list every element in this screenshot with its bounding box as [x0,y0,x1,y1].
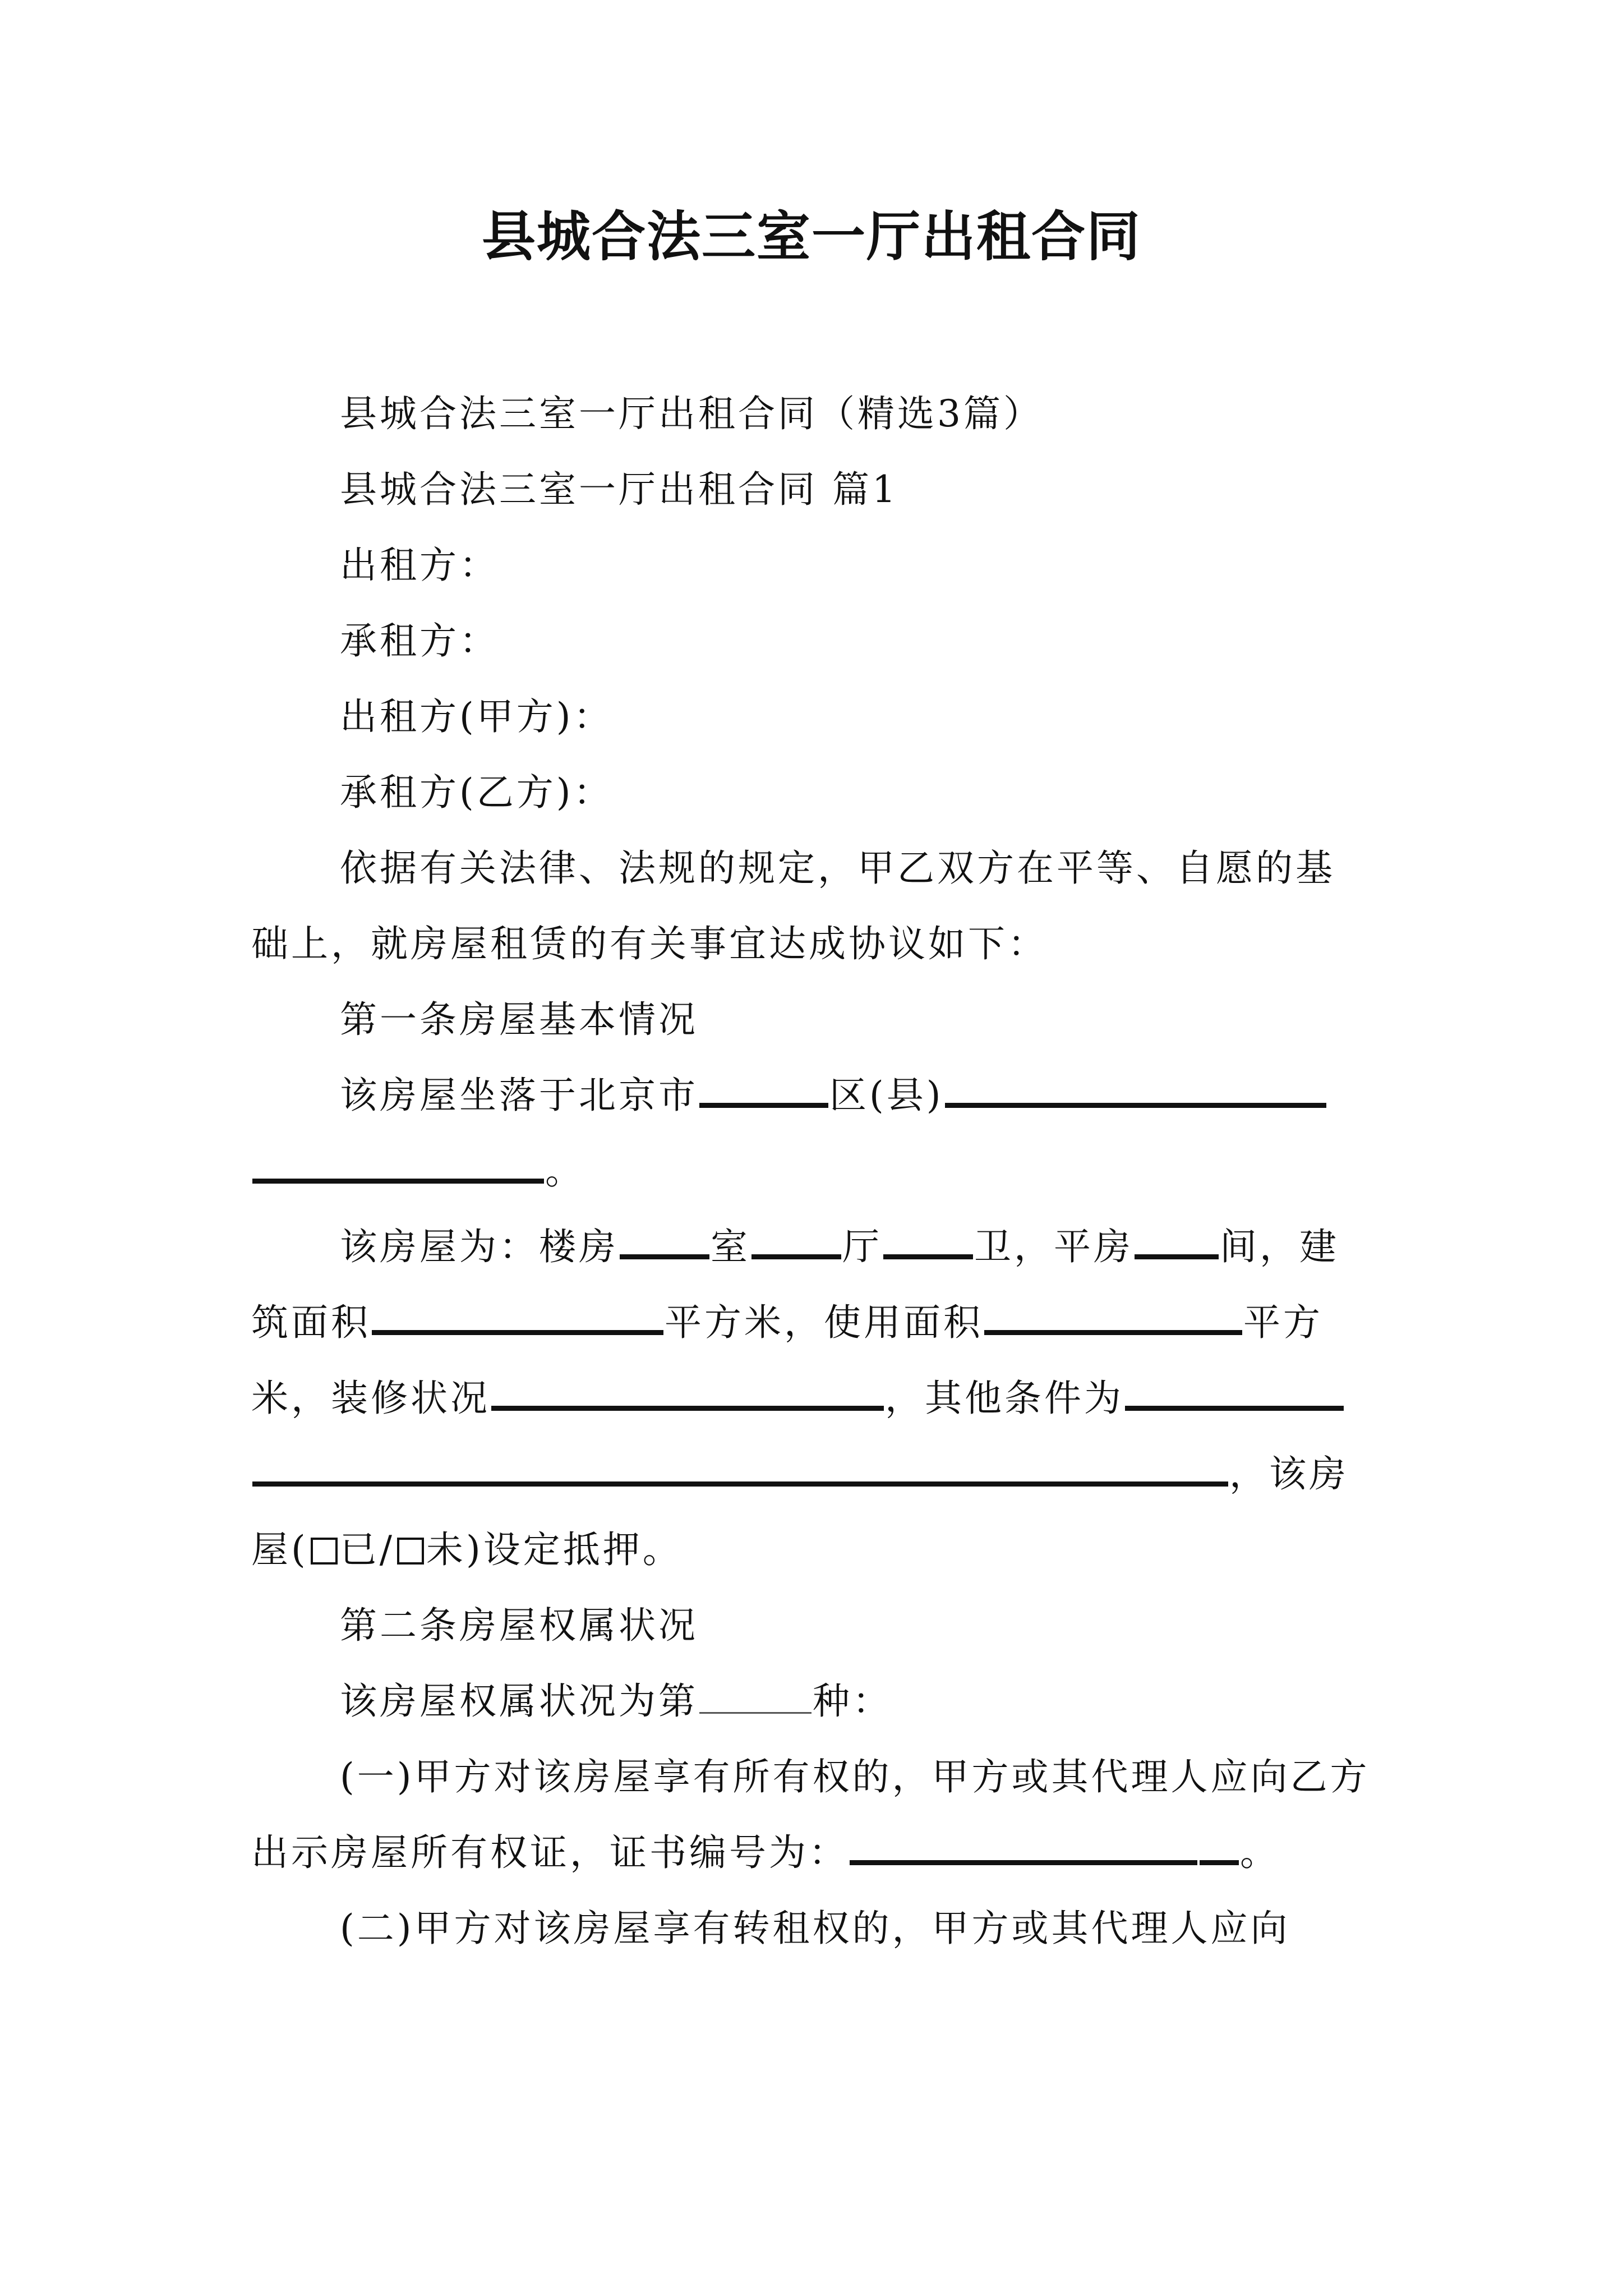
ownership-type-suffix: 种： [813,1680,892,1723]
location-end: 。 [545,1149,585,1193]
other-conditions-blank-1[interactable] [1125,1406,1344,1411]
already-label: 已/ [339,1528,395,1571]
ownership-type-blank[interactable] [699,1712,811,1714]
party-a-line: 出租方(甲方)： [340,695,614,738]
certificate-number-blank-2[interactable] [1200,1860,1239,1865]
bungalow-count-blank[interactable] [1135,1254,1219,1259]
address-blank-2[interactable] [252,1179,544,1184]
bath-count-blank[interactable] [883,1254,973,1259]
not-yet-label: 未)设定抵押。 [426,1528,683,1571]
location-district-label: 区(县) [829,1074,944,1117]
ownership-item-1 [251,1739,1373,1890]
certificate-number-blank-1[interactable] [850,1860,1197,1865]
layout-prefix: 该房屋为：楼房 [340,1225,619,1268]
room-count-blank[interactable] [620,1254,709,1259]
preamble-paragraph: 依据有关法律、法规的规定，甲乙双方在平等、自愿的基础上，就房屋租赁的有关事宜达成协议如下： [251,846,1335,965]
mortgage-prefix: ，该房屋( [251,1452,1349,1571]
ownership-item-2: (二)甲方对该房屋享有转租权的，甲方或其代理人应向 [340,1907,1290,1950]
other-label: ，其他条件为 [885,1377,1124,1420]
location-paragraph [251,1057,1373,1209]
party-b-line: 承租方(乙方)： [340,771,614,814]
already-mortgaged-checkbox[interactable] [311,1538,338,1565]
not-mortgaged-checkbox[interactable] [397,1538,424,1565]
jian-label: 间，建筑面积 [251,1225,1339,1344]
address-blank-1[interactable] [945,1103,1326,1108]
hall-count-blank[interactable] [751,1254,841,1259]
other-conditions-blank-2[interactable] [252,1481,1228,1487]
ownership-type-paragraph [251,1663,1373,1739]
building-area-blank[interactable] [372,1330,663,1335]
ownership-item-1-text: (一)甲方对该房屋享有所有权的，甲方或其代理人应向乙方出示房屋所有权证，证书编号为： [251,1755,1370,1874]
article2-heading: 第二条房屋权属状况 [340,1604,698,1647]
hall-label: 厅 [842,1225,882,1268]
document-body [251,376,1373,1966]
part-heading: 县城合法三室一厅出租合同 篇1 [340,468,898,511]
decoration-blank[interactable] [491,1406,884,1411]
sqm-label: 平方米，使用面积 [665,1301,983,1344]
ownership-type-prefix: 该房屋权属状况为第 [340,1680,698,1723]
article1-heading: 第一条房屋基本情况 [340,998,698,1041]
lessee-line: 承租方： [340,619,499,662]
ownership-item-1-end: 。 [1240,1831,1280,1874]
bath-label: 卫，平房 [974,1225,1133,1268]
district-blank[interactable] [699,1103,828,1108]
subtitle: 县城合法三室一厅出租合同（精选3篇） [340,392,1043,435]
room-label: 室 [711,1225,750,1268]
usable-area-blank[interactable] [984,1330,1242,1335]
layout-paragraph [251,1209,1373,1588]
lessor-line: 出租方： [340,544,499,587]
sqm2-label: 平方米，装修状况 [251,1301,1323,1420]
document-title: 县城合法三室一厅出租合同 [482,205,1141,268]
location-prefix: 该房屋坐落于北京市 [340,1074,698,1117]
